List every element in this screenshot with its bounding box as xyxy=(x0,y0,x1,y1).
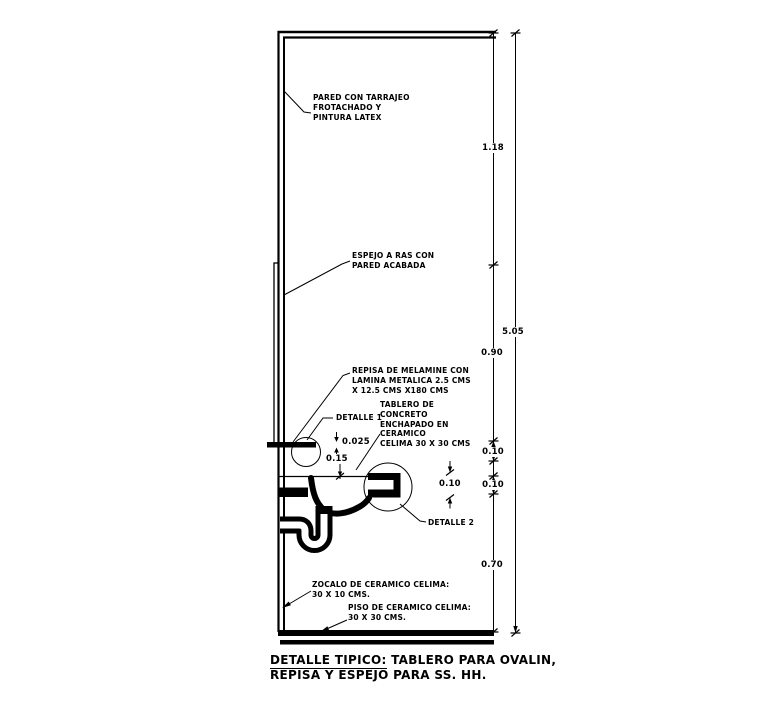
leader-pared xyxy=(284,91,311,113)
dimension-arrows xyxy=(491,441,517,633)
label-tablero-line1: TABLERO DE xyxy=(380,400,435,409)
label-tablero-line4: CERAMICO xyxy=(380,429,426,439)
label-zocalo-line1: ZOCALO DE CERAMICO CELIMA: xyxy=(312,580,450,589)
drawing-title xyxy=(270,653,556,682)
label-tablero-line2: CONCRETO xyxy=(380,409,428,419)
label-pared xyxy=(313,93,410,122)
label-tablero xyxy=(380,400,471,449)
drawing-title-line1 xyxy=(270,653,556,668)
label-detalle2: DETALLE 2 xyxy=(428,518,474,527)
label-tablero-line3: ENCHAPADO EN xyxy=(380,419,449,429)
dim-value-3: 0.10 xyxy=(482,447,504,457)
label-espejo-line2: PARED ACABADA xyxy=(352,260,426,270)
label-espejo xyxy=(352,251,434,271)
drawing-title-line2: REPISA Y ESPEJO PARA SS. HH. xyxy=(270,667,487,682)
label-tablero-line5: CELIMA 30 X 30 CMS xyxy=(380,439,471,449)
label-pared-line1: PARED CON TARRAJEO xyxy=(313,93,410,102)
label-piso-line1: PISO DE CERAMICO CELIMA: xyxy=(348,603,471,612)
shelf xyxy=(267,442,316,448)
floor xyxy=(278,630,494,645)
dim-shelf-gap xyxy=(336,464,344,480)
label-repisa-line2: LAMINA METALICA 2.5 CMS xyxy=(352,375,471,385)
label-pared-line3: PINTURA LATEX xyxy=(313,112,382,122)
dim-value-2: 0.90 xyxy=(481,348,503,358)
dim-value-shelf-gap: 0.15 xyxy=(326,454,348,464)
leader-repisa xyxy=(293,373,350,442)
label-piso-line2: 30 X 30 CMS. xyxy=(348,612,407,622)
label-zocalo xyxy=(312,580,449,600)
label-detalle1: DETALLE 1 xyxy=(336,413,382,422)
label-repisa-line1: REPISA DE MELAMINE CON xyxy=(352,366,469,375)
label-repisa-line3: X 12.5 CMS X180 CMS xyxy=(352,385,449,395)
leader-detalle1 xyxy=(307,418,333,440)
leader-arrowheads xyxy=(282,602,329,633)
leader-espejo xyxy=(284,261,350,295)
dim-value-1: 1.18 xyxy=(482,143,504,153)
dim-value-counter-edge: 0.10 xyxy=(439,479,461,489)
label-repisa xyxy=(352,366,471,395)
dim-value-4: 0.10 xyxy=(482,480,504,490)
leader-detalle2 xyxy=(400,504,426,522)
drain-trap xyxy=(280,506,324,545)
dim-value-total: 5.05 xyxy=(502,327,524,337)
label-piso xyxy=(348,603,471,623)
detail-circle-1 xyxy=(292,438,321,467)
label-zocalo-line2: 30 X 10 CMS. xyxy=(312,589,371,599)
dim-value-5: 0.70 xyxy=(481,560,503,570)
label-pared-line2: FROTACHADO Y xyxy=(313,102,382,112)
drawing-title-rest: TABLERO PARA OVALIN, xyxy=(386,653,557,667)
detail-circle-2 xyxy=(364,463,412,511)
dim-value-shelf-thickness: 0.025 xyxy=(342,437,370,447)
label-espejo-line1: ESPEJO A RAS CON xyxy=(352,251,435,260)
drawing-title-underlined: DETALLE TIPICO: xyxy=(270,653,387,667)
